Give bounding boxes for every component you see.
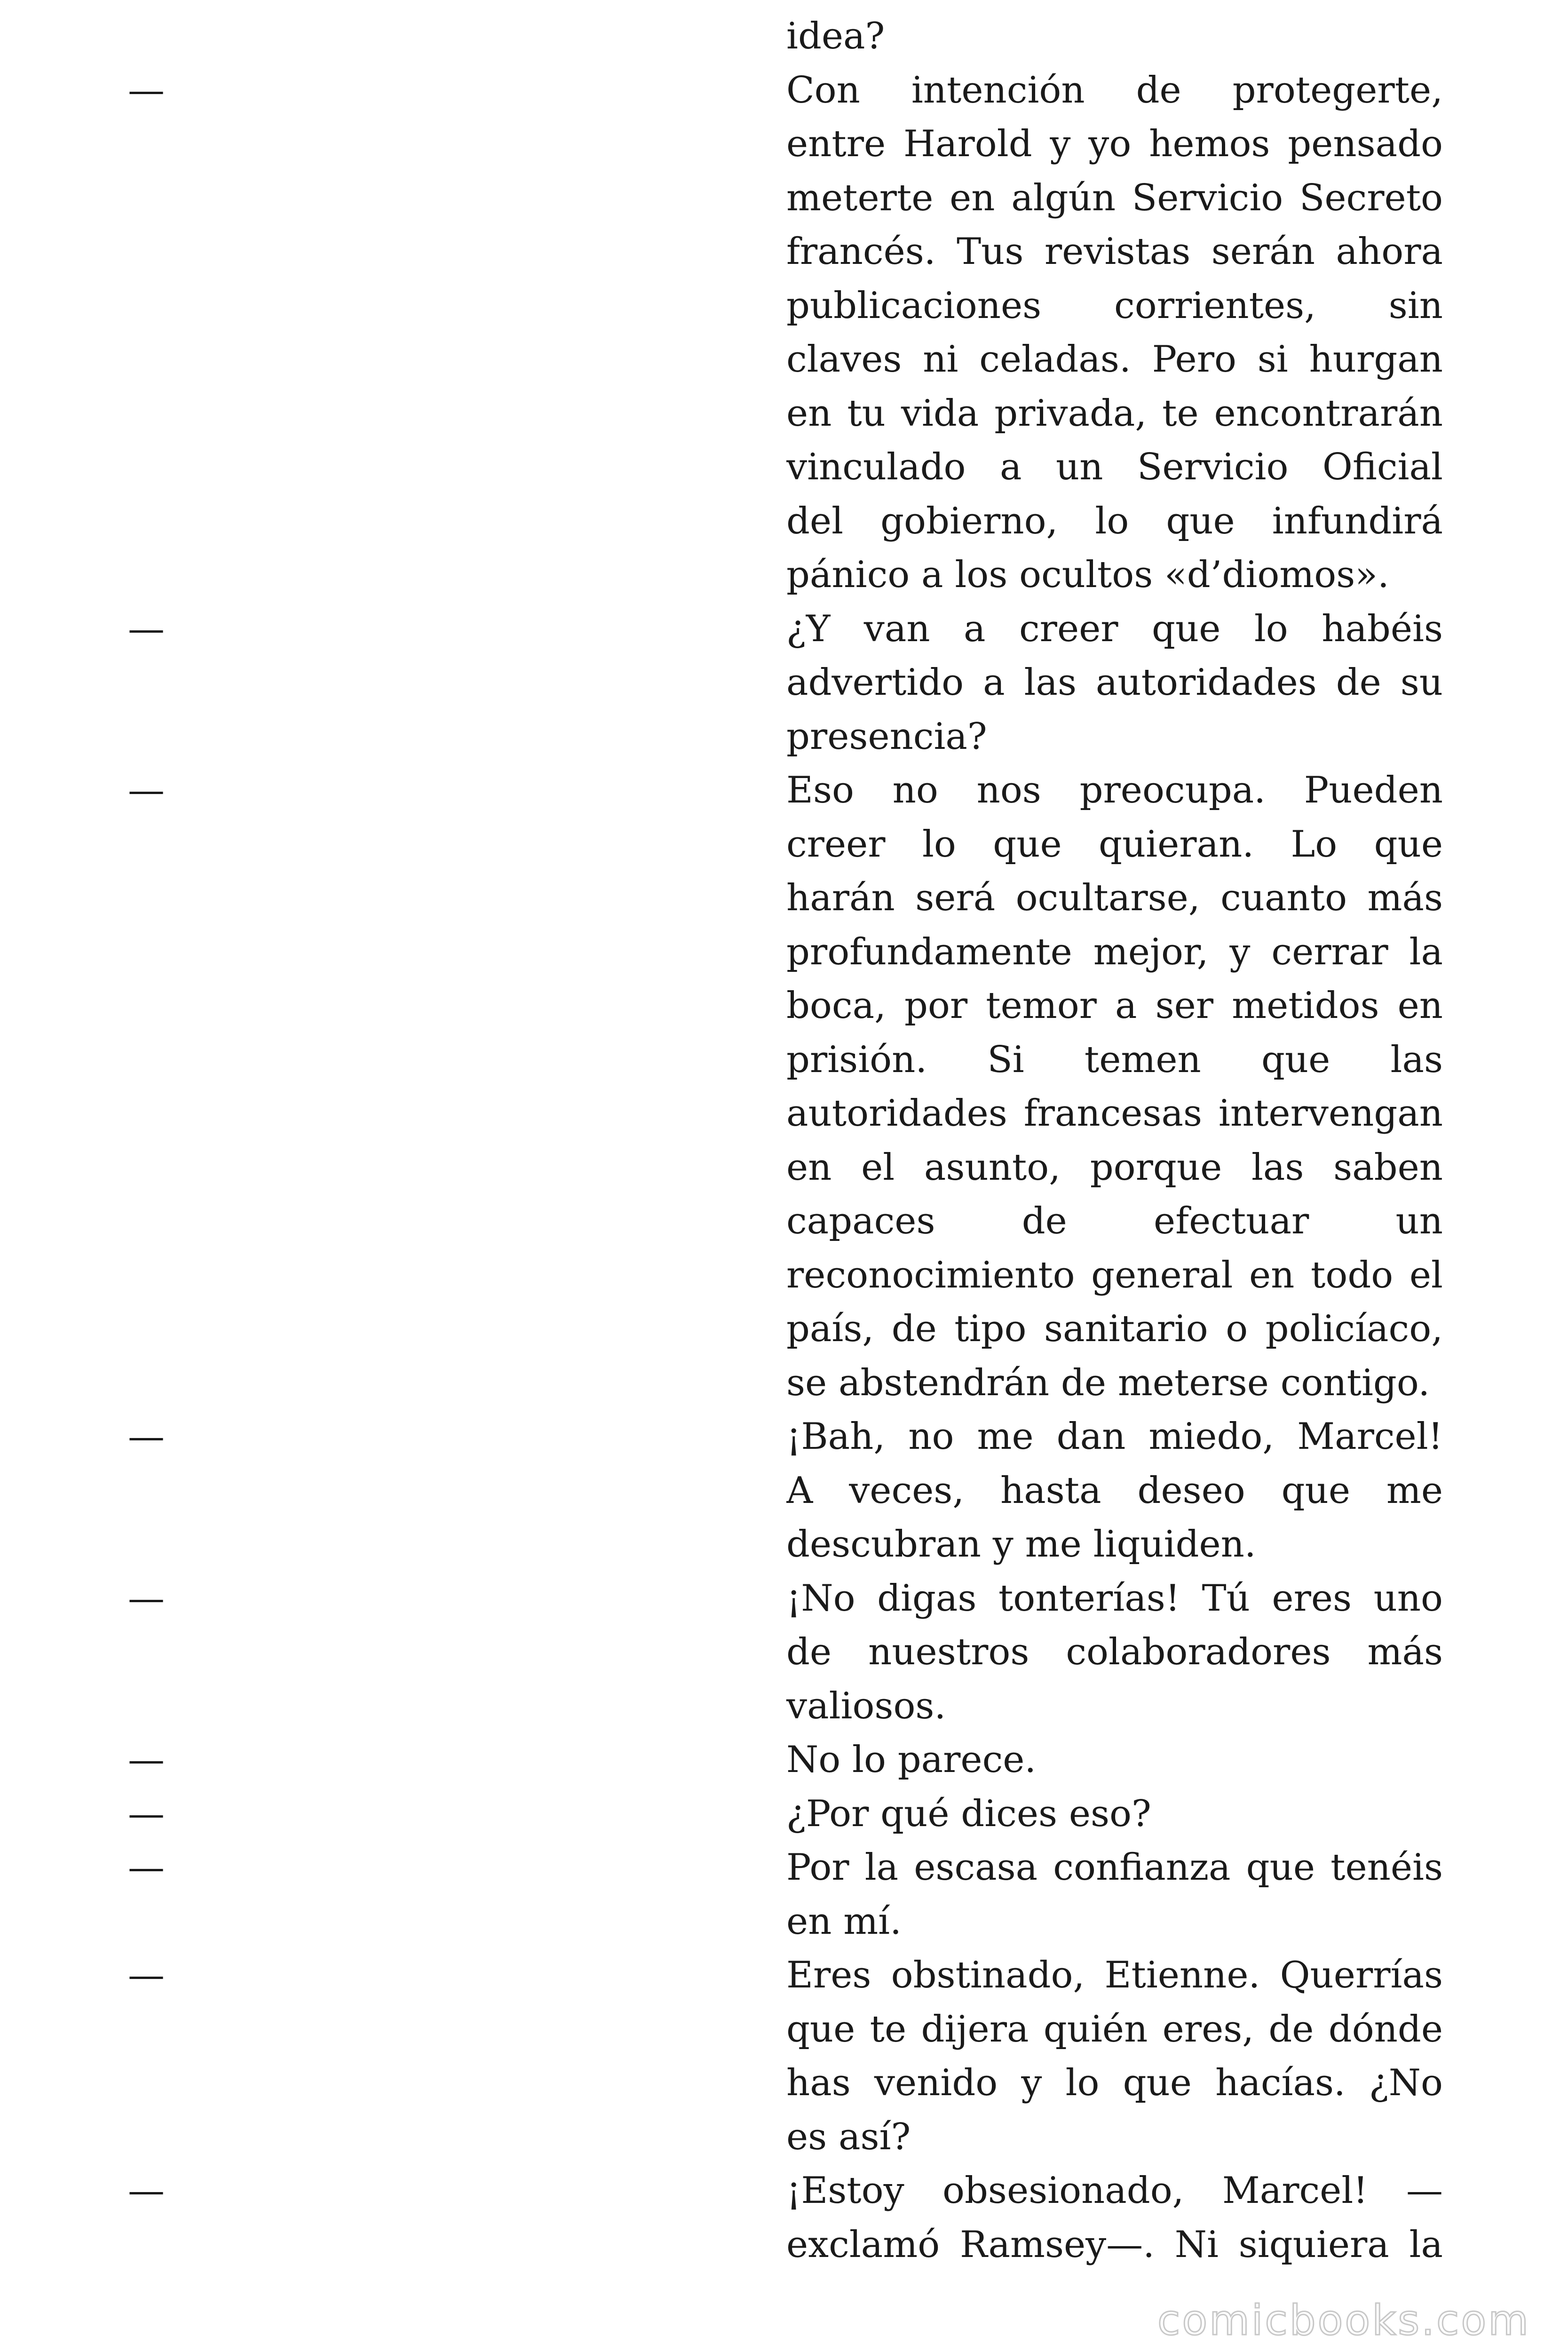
dialogue-dash: — (128, 769, 165, 811)
text-line (0, 387, 1568, 441)
dialogue-line-start (0, 1572, 1568, 1626)
line-text: en tu vida privada, te encontrarán (786, 392, 1443, 435)
line-text: francés. Tus revistas serán ahora (786, 230, 1443, 273)
line-text: de nuestros colaboradores más (786, 1631, 1443, 1673)
text-line (0, 656, 1568, 710)
text-line (0, 1679, 1568, 1733)
line-text: harán será ocultarse, cuanto más (786, 877, 1443, 919)
line-text: se abstendrán de meterse contigo. (786, 1361, 1430, 1404)
line-text: valiosos. (786, 1685, 946, 1727)
dialogue-dash: — (128, 1846, 165, 1889)
text-line (0, 2056, 1568, 2110)
dialogue-line-start (0, 602, 1568, 656)
line-text: advertido a las autoridades de su (786, 661, 1443, 704)
line-text: Eso no nos preocupa. Pueden (786, 769, 1443, 811)
dialogue-dash: — (128, 1577, 165, 1620)
line-text: exclamó Ramsey—. Ni siquiera la (786, 2223, 1443, 2266)
dialogue-dash: — (128, 2169, 165, 2212)
dialogue-dash: — (128, 1739, 165, 1781)
line-text: idea? (786, 15, 885, 57)
text-line (0, 2218, 1568, 2272)
line-text: reconocimiento general en todo el (786, 1254, 1443, 1296)
text-line (0, 440, 1568, 494)
line-text: que te dijera quién eres, de dónde (786, 2008, 1443, 2050)
text-line (0, 1033, 1568, 1087)
dialogue-line-start (0, 2164, 1568, 2218)
dialogue-line-start (0, 1948, 1568, 2002)
text-line (0, 710, 1568, 764)
line-text: país, de tipo sanitario o policíaco, (786, 1308, 1443, 1350)
text-line (0, 979, 1568, 1033)
text-line (0, 1141, 1568, 1195)
text-line (0, 925, 1568, 979)
line-text: boca, por temor a ser metidos en (786, 985, 1443, 1027)
text-line (0, 1302, 1568, 1356)
line-text: ¡Estoy obsesionado, Marcel! — (786, 2169, 1443, 2212)
text-line (0, 2110, 1568, 2164)
text-line (0, 171, 1568, 225)
line-text: Eres obstinado, Etienne. Querrías (786, 1954, 1443, 1996)
line-text: en el asunto, porque las saben (786, 1146, 1443, 1189)
text-line (0, 1518, 1568, 1572)
line-text: autoridades francesas intervengan (786, 1092, 1443, 1135)
line-text: profundamente mejor, y cerrar la (786, 930, 1443, 973)
line-text: has venido y lo que hacías. ¿No (786, 2062, 1443, 2104)
watermark: comicbooks.com (1157, 2296, 1530, 2344)
line-text: capaces de efectuar un (786, 1200, 1443, 1242)
line-text: ¡Bah, no me dan miedo, Marcel! (786, 1415, 1443, 1458)
dialogue-dash: — (128, 1792, 165, 1835)
line-text: del gobierno, lo que infundirá (786, 500, 1443, 542)
line-text: prisión. Si temen que las (786, 1038, 1443, 1081)
dialogue-line-start (0, 1733, 1568, 1787)
text-line (0, 494, 1568, 548)
line-text: claves ni celadas. Pero si hurgan (786, 338, 1443, 381)
dialogue-line-start (0, 1410, 1568, 1464)
line-text: publicaciones corrientes, sin (786, 284, 1443, 327)
text-line (0, 548, 1568, 602)
text-line (0, 1895, 1568, 1949)
text-line (0, 225, 1568, 279)
dialogue-dash: — (128, 69, 165, 111)
text-line (0, 9, 1568, 64)
dialogue-dash: — (128, 1415, 165, 1458)
text-line (0, 1194, 1568, 1248)
line-text: meterte en algún Servicio Secreto (786, 176, 1443, 219)
line-text: ¡No digas tonterías! Tú eres uno (786, 1577, 1443, 1620)
line-text: vinculado a un Servicio Oficial (786, 446, 1443, 488)
text-line (0, 117, 1568, 171)
dialogue-line-start (0, 64, 1568, 118)
line-text: en mí. (786, 1900, 902, 1943)
text-line (0, 279, 1568, 333)
line-text: es así? (786, 2115, 911, 2158)
line-text: descubran y me liquiden. (786, 1523, 1256, 1565)
text-line (0, 1248, 1568, 1303)
text-body (0, 9, 1568, 2272)
line-text: Por la escasa confianza que tenéis (786, 1846, 1443, 1889)
line-text: pánico a los ocultos «d’diomos». (786, 554, 1389, 596)
text-line (0, 2002, 1568, 2057)
line-text: Con intención de protegerte, (786, 69, 1443, 111)
text-line (0, 871, 1568, 925)
dialogue-dash: — (128, 607, 165, 650)
text-line (0, 1464, 1568, 1518)
text-line (0, 818, 1568, 872)
dialogue-line-start (0, 763, 1568, 818)
text-line (0, 1087, 1568, 1141)
line-text: creer lo que quieran. Lo que (786, 823, 1443, 866)
text-line (0, 1625, 1568, 1679)
line-text: ¿Y van a creer que lo habéis (786, 607, 1443, 650)
dialogue-line-start (0, 1787, 1568, 1841)
line-text: presencia? (786, 715, 987, 758)
text-line (0, 1356, 1568, 1410)
line-text: A veces, hasta deseo que me (786, 1469, 1443, 1512)
text-line (0, 333, 1568, 387)
line-text: No lo parece. (786, 1739, 1037, 1781)
dialogue-line-start (0, 1841, 1568, 1895)
dialogue-dash: — (128, 1954, 165, 1996)
line-text: entre Harold y yo hemos pensado (786, 123, 1443, 165)
line-text: ¿Por qué dices eso? (786, 1792, 1151, 1835)
